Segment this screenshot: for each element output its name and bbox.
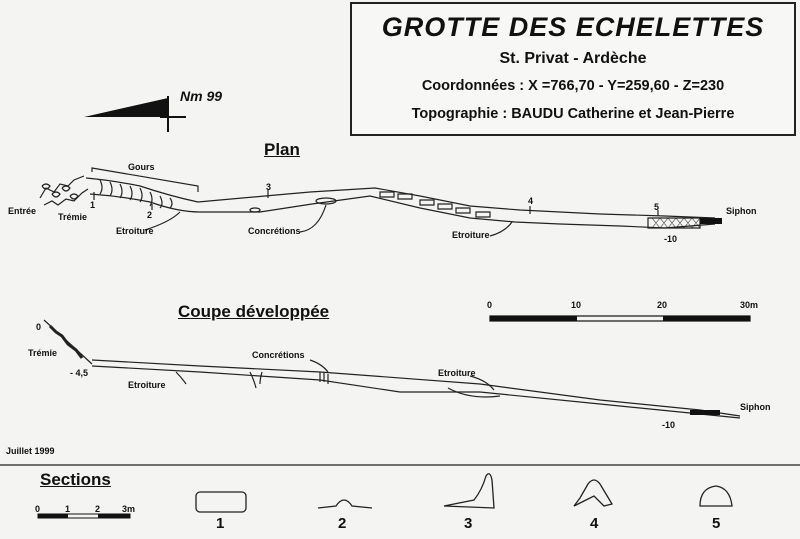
sections-heading: Sections xyxy=(40,470,111,489)
scale-tick-0: 0 xyxy=(487,300,493,310)
sections-scale-2: 2 xyxy=(95,504,101,514)
station-3: 3 xyxy=(266,182,272,192)
location: St. Privat - Ardèche xyxy=(499,50,647,67)
scale-tick-20: 20 xyxy=(657,300,668,310)
label-concretions-coupe: Concrétions xyxy=(252,350,305,360)
scale-tick-10: 10 xyxy=(571,300,582,310)
sections-scale-3: 3m xyxy=(122,504,136,514)
label-entree: Entrée xyxy=(8,206,37,216)
section-profile xyxy=(44,320,740,418)
surveyors: Topographie : BAUDU Catherine et Jean-Pierre xyxy=(411,106,735,122)
label-gours: Gours xyxy=(128,162,155,172)
sections-scale-bar xyxy=(38,514,130,518)
label-siphon-coupe: Siphon xyxy=(740,402,771,412)
section-number-4: 4 xyxy=(590,515,599,532)
coupe-heading: Coupe développée xyxy=(178,302,330,321)
station-5: 5 xyxy=(654,202,660,212)
station-2: 2 xyxy=(147,210,153,220)
section-number-1: 1 xyxy=(216,515,225,532)
north-label: Nm 99 xyxy=(180,88,223,104)
label-concretions-plan: Concrétions xyxy=(248,226,301,236)
label-depth-coupe-2: -10 xyxy=(662,420,676,430)
sections-scale-1: 1 xyxy=(65,504,71,514)
section-number-3: 3 xyxy=(464,515,473,532)
sections-scale-0: 0 xyxy=(35,504,41,514)
coordinates: Coordonnées : X =766,70 - Y=259,60 - Z=230 xyxy=(421,78,725,94)
label-tremie-coupe: Trémie xyxy=(28,348,58,358)
label-etroiture-coupe-1: Etroiture xyxy=(128,380,166,390)
scale-bar xyxy=(490,316,750,321)
label-tremie: Trémie xyxy=(58,212,88,222)
scale-tick-30: 30m xyxy=(740,300,759,310)
station-4: 4 xyxy=(528,196,534,206)
north-arrow-icon xyxy=(84,96,186,132)
survey-date: Juillet 1999 xyxy=(6,446,55,456)
section-number-2: 2 xyxy=(338,515,347,532)
section-number-5: 5 xyxy=(712,515,721,532)
label-siphon-plan: Siphon xyxy=(726,206,757,216)
cross-sections xyxy=(196,474,732,512)
cave-name: GROTTE DES ECHELETTES xyxy=(381,12,765,42)
label-etroiture-coupe-2: Etroiture xyxy=(438,368,476,378)
label-depth-coupe-1: - 4,5 xyxy=(70,368,89,378)
station-1: 1 xyxy=(90,200,96,210)
label-zero: 0 xyxy=(36,322,42,332)
label-etroiture-plan-2: Etroiture xyxy=(452,230,490,240)
plan-heading: Plan xyxy=(264,140,300,159)
label-etroiture-plan-1: Etroiture xyxy=(116,226,154,236)
label-depth-plan: -10 xyxy=(664,234,678,244)
